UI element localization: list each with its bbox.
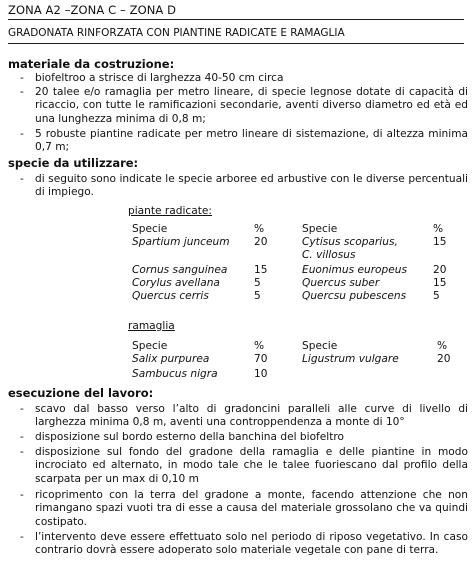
bullet-dash: - xyxy=(20,403,24,415)
execution-item xyxy=(20,431,468,444)
materials-item-text: 20 talee e/o ramaglia per metro lineare, di specie legnose dotate di capacità di ricaccio, con tutte le ramificazioni secondarie, aventi diverso diametro ed età ed una lunghezza minima di 0,8 m; xyxy=(35,86,468,125)
species-percent: 5 xyxy=(433,290,440,302)
species-intro xyxy=(20,173,468,200)
species-percent: 70 xyxy=(254,353,268,365)
species-name: Euonimus europeus xyxy=(302,264,408,276)
bullet-dash: - xyxy=(20,72,24,84)
species-name: Corylus avellana xyxy=(132,277,220,289)
species-name: Quercus suber xyxy=(302,277,380,289)
execution-item xyxy=(20,403,468,430)
execution-item xyxy=(20,489,468,529)
ramaglia-col-species: Specie xyxy=(132,340,168,352)
materials-item xyxy=(20,86,468,126)
bullet-dash: - xyxy=(20,128,24,140)
execution-heading: esecuzione del lavoro: xyxy=(8,386,154,400)
radicate-col-species: Specie xyxy=(302,223,338,235)
species-name: Cytisus scoparius, xyxy=(302,236,398,248)
radicate-col-pct: % xyxy=(254,223,265,235)
species-percent: 5 xyxy=(254,277,261,289)
subtitle-rule xyxy=(8,43,464,44)
execution-item-text: ricoprimento con la terra del gradone a monte, facendo attenzione che non rimangano spazi vuoti tra di esse a causa del materiale grossolano che va quindi costipato. xyxy=(35,489,468,528)
execution-item xyxy=(20,446,468,486)
species-name: Salix purpurea xyxy=(132,353,210,365)
bullet-dash: - xyxy=(20,531,24,543)
species-percent: 20 xyxy=(254,236,268,248)
materials-item-text: biofeltroo a strisce di larghezza 40-50 cm circa xyxy=(35,72,284,84)
ramaglia-col-pct: % xyxy=(254,340,265,352)
bullet-dash: - xyxy=(20,489,24,501)
ramaglia-title: ramaglia xyxy=(128,320,175,332)
bullet-dash: - xyxy=(20,431,24,443)
ramaglia-col-species: Specie xyxy=(302,340,338,352)
species-name: C. villosus xyxy=(302,249,356,261)
radicate-col-species: Specie xyxy=(132,223,168,235)
species-percent: 15 xyxy=(433,277,447,289)
species-name: Quercsu pubescens xyxy=(302,290,407,302)
section-subtitle: GRADONATA RINFORZATA CON PIANTINE RADICATE E RAMAGLIA xyxy=(8,27,345,39)
species-name: Sambucus nigra xyxy=(132,368,218,380)
species-intro-text: di seguito sono indicate le specie arboree ed arbustive con le diverse percentuali di impiego. xyxy=(35,173,468,199)
species-percent: 20 xyxy=(433,264,447,276)
species-name: Ligustrum vulgare xyxy=(302,353,399,365)
bullet-dash: - xyxy=(20,446,24,458)
execution-item-text: l’intervento deve essere effettuato solo nel periodo di riposo vegetativo. In caso contrario dovrà essere adoperato solo materiale vegetale con pane di terra. xyxy=(35,531,468,557)
zones-title: ZONA A2 –ZONA C – ZONA D xyxy=(8,3,177,17)
species-percent: 15 xyxy=(433,236,447,248)
species-percent: 5 xyxy=(254,290,261,302)
materials-item xyxy=(20,128,468,155)
radicate-col-pct: % xyxy=(433,223,444,235)
species-name: Cornus sanguinea xyxy=(132,264,228,276)
title-rule xyxy=(8,19,464,20)
execution-item xyxy=(20,531,468,558)
species-percent: 15 xyxy=(254,264,268,276)
species-percent: 10 xyxy=(254,368,268,380)
bullet-dash: - xyxy=(20,86,24,98)
radicate-title: piante radicate: xyxy=(128,205,212,217)
species-name: Spartium junceum xyxy=(132,236,230,248)
materials-item xyxy=(20,72,468,85)
species-percent: 20 xyxy=(437,353,451,365)
execution-item-text: disposizione sul bordo esterno della banchina del biofeltro xyxy=(35,431,344,443)
materials-heading: materiale da costruzione: xyxy=(8,57,175,71)
execution-item-text: scavo dal basso verso l’alto di gradoncini paralleli alle curve di livello di larghezza minima 0,8 m, aventi una controppendenza a monte di 10° xyxy=(35,403,468,429)
bullet-dash: - xyxy=(20,173,24,185)
materials-item-text: 5 robuste piantine radicate per metro lineare di sistemazione, di altezza minima 0,7 m; xyxy=(35,128,468,154)
species-name: Quercus cerris xyxy=(132,290,209,302)
execution-item-text: disposizione sul fondo del gradone della ramaglia e delle piantine in modo incrociato ed alternato, in modo tale che le talee fuoriescano dal profilo della scarpata per un max di 0,10 m xyxy=(35,446,468,485)
species-heading: specie da utilizzare: xyxy=(8,156,139,170)
ramaglia-col-pct: % xyxy=(437,340,448,352)
